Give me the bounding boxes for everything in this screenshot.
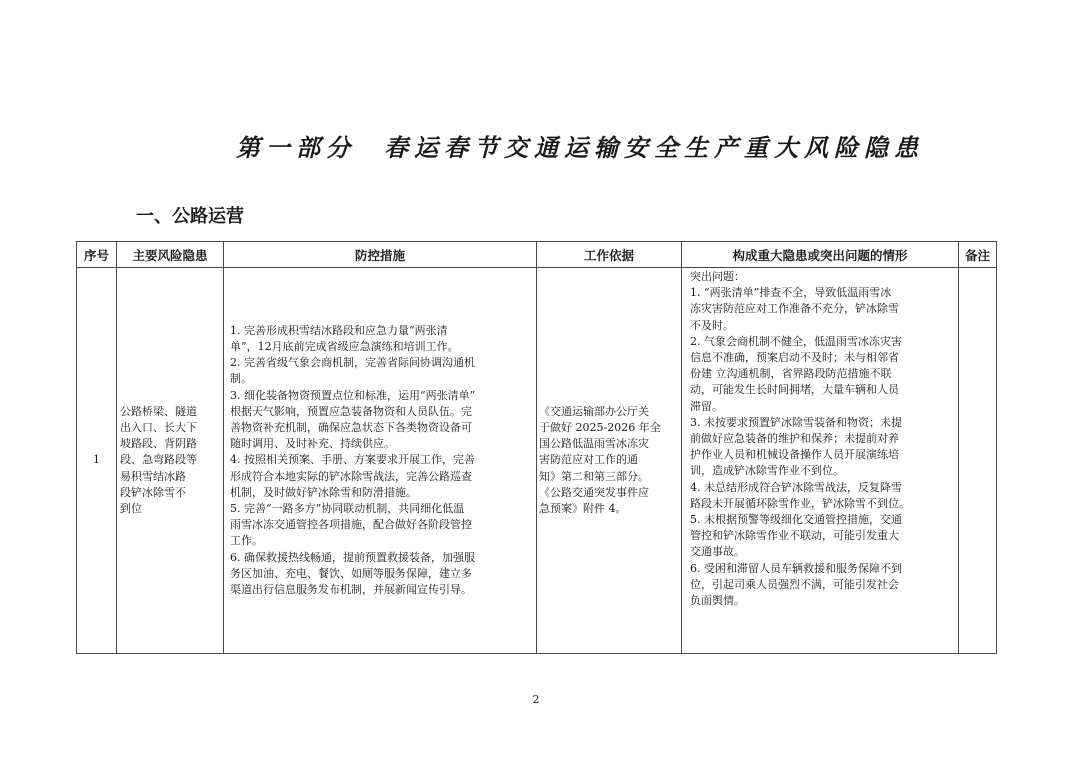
measures-line: 渠道出行信息服务发布机制，并展新闻宣传引导。 [230,583,472,597]
risk-table [76,241,997,654]
header-seq: 序号 [77,242,117,268]
situation-line: 训，造成铲冰除雪作业不到位。 [690,464,844,478]
situation-line: 前做好应急装备的维护和保养；未提前对养 [690,432,899,446]
basis-line: 《交通运输部办公厅关 [539,404,649,418]
measures-line: 5. 完善“一路多方”协同联动机制，共同细化低温 [230,502,465,515]
cell-situations [682,268,959,654]
cell-risk [117,268,224,654]
measures-line: 2. 完善省级气象会商机制，完善省际间协调沟通机 [230,356,475,370]
basis-line: 国公路低温雨雪冰冻灾 [539,437,649,451]
measures-line: 6. 确保救援热线畅通，提前预置救援装备，加强服 [230,550,475,564]
basis-line: 于做好 2025-2026 年全 [539,420,661,434]
measures-line: 雨雪冰冻交通管控各项措施，配合做好各阶段管控 [230,518,472,532]
cell-remarks [959,268,997,654]
situation-line: 位，引起司乘人员强烈不满，可能引发社会 [690,577,899,591]
risk-line: 出入口、长大下 [120,420,197,434]
header-situations: 构成重大隐患或突出问题的情形 [682,242,959,268]
cell-measures [224,268,537,654]
situation-line: 冻灾害防范应对工作准备不充分，铲冰除雪 [690,302,899,316]
measures-line: 4. 按照相关预案、手册、方案要求开展工作，完善 [230,453,475,467]
measures-line: 务区加油、充电、餐饮、如厕等服务保障，建立多 [230,566,472,580]
risk-line: 段铲冰除雪不 [120,485,186,499]
header-remarks: 备注 [959,242,997,268]
situation-line: 滞留。 [690,399,723,413]
basis-line: 急预案》附件 4。 [539,502,627,515]
measures-line: 制。 [230,372,252,386]
measures-line: 1. 完善形成积雪结冰路段和应急力量“两张清 [230,323,448,337]
situation-line: 负面舆情。 [690,594,745,608]
measures-line: 形成符合本地实际的铲冰除雪战法，完善公路巡查 [230,469,472,483]
measures-line: 机制，及时做好铲冰除雪和防滑措施。 [230,485,417,499]
header-measures: 防控措施 [224,242,537,268]
page-number: 2 [532,693,540,706]
header-basis: 工作依据 [537,242,682,268]
situation-line: 不及时。 [690,318,734,332]
page-title-text: 春运春节交通运输安全生产重大风险隐患 [384,133,924,162]
section-title: 一、公路运营 [136,206,244,227]
cell-seq: 1 [77,268,117,654]
measures-line: 3. 细化装备物资预置点位和标准，运用“两张清单” [230,388,476,402]
situation-line: 信息不准确，预案启动不及时；未与相邻省 [690,351,899,365]
situation-line: 突出问题： [690,270,745,283]
risk-line: 公路桥梁、隧道 [120,404,197,418]
cell-basis [537,268,682,654]
situation-line: 3. 未按要求预置铲冰除雪装备和物资；未提 [690,415,902,429]
page-title [180,128,980,163]
basis-line: 《公路交通突发事件应 [539,485,649,499]
situation-line: 6. 受困和滞留人员车辆救援和服务保障不到 [690,561,902,575]
measures-line: 根据天气影响，预置应急装备物资和人员队伍。完 [230,404,472,418]
measures-line: 随时调用、及时补充、持续供应。 [230,437,395,451]
table-header-row [77,242,997,268]
risk-line: 易积雪结冰路 [120,469,186,483]
situation-line: 交通事故。 [690,545,745,559]
risk-line: 坡路段、背阴路 [120,437,197,451]
situation-line: 护作业人员和机械设备操作人员开展演练培 [690,448,899,462]
page-title-part: 第一部分 [236,133,356,162]
situation-line: 份建 立沟通机制，省界路段防范措施不联 [690,367,892,381]
situation-line: 路段未开展循环除雪作业，铲冰除雪不到位。 [690,496,910,510]
risk-line: 到位 [120,502,142,515]
table-row [77,268,997,654]
situation-line: 管控和铲冰除雪作业不联动，可能引发重大 [690,529,899,543]
measures-line: 善物资补充机制，确保应急状态下各类物资设备可 [230,420,472,434]
basis-line: 知》第二和第三部分。 [539,469,649,483]
situation-line: 2. 气象会商机制不健全，低温雨雪冰冻灾害 [690,334,902,348]
header-risk: 主要风险隐患 [117,242,224,268]
situation-line: 5. 未根据预警等级细化交通管控措施，交通 [690,513,902,527]
situation-line: 动，可能发生长时间拥堵，大量车辆和人员 [690,383,899,397]
measures-line: 工作。 [230,534,263,548]
measures-line: 单”，12月底前完成省级应急演练和培训工作。 [230,339,459,353]
situation-line: 4. 未总结形成符合铲冰除雪战法，反复降雪 [690,480,902,494]
risk-line: 段、急弯路段等 [120,453,197,467]
situation-line: 1. “两张清单”排查不全，导致低温雨雪冰 [690,286,892,300]
basis-line: 害防范应对工作的通 [539,453,638,467]
